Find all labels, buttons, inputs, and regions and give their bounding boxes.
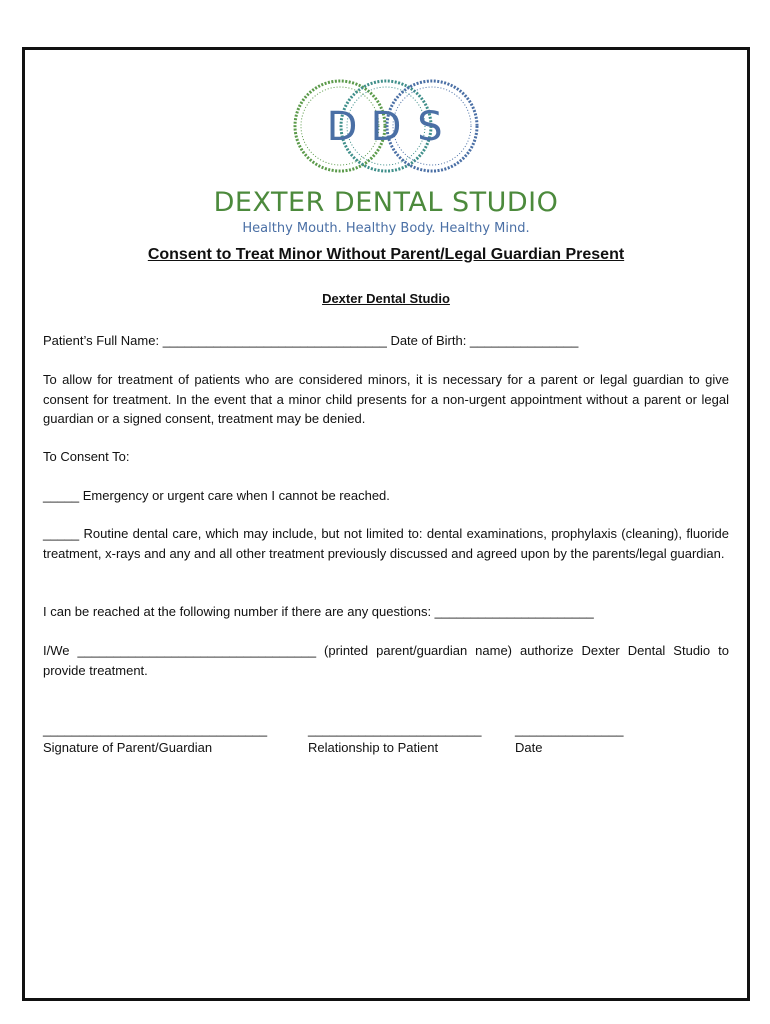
relationship-label: Relationship to Patient [308,740,439,755]
patient-name-dob-line: Patient’s Full Name: _______________________________ Date of Birth: _______________ [43,333,579,348]
logo-tagline: Healthy Mouth. Healthy Body. Healthy Mind. [242,221,530,236]
date-label: Date [515,740,543,755]
logo-practice-name: DEXTER DENTAL STUDIO [213,187,559,218]
dds-rings-logo-icon [285,70,487,182]
form-title: Consent to Treat Minor Without Parent/Legal Guardian Present [147,246,625,263]
date-line: _______________ [515,722,624,737]
phone-number-line: I can be reached at the following number if there are any questions: ______________________ [43,604,594,619]
consent-heading: To Consent To: [43,449,130,464]
signature-parent-line: _______________________________ [43,722,268,737]
logo-letter-s: S [417,104,443,150]
option-emergency-care: _____ Emergency or urgent care when I cannot be reached. [43,488,390,503]
authorization-line: I/We _________________________________ (printed parent/guardian name) authorize Dexter Dental Studio to provide treatment. [43,643,729,678]
form-subtitle: Dexter Dental Studio [322,291,450,306]
relationship-line: ________________________ [308,722,482,737]
practice-logo [25,70,747,240]
signature-parent-label: Signature of Parent/Guardian [43,740,213,755]
intro-paragraph: To allow for treatment of patients who are considered minors, it is necessary for a parent or legal guardian to give consent for treatment. In the event that a minor child presents for a non-urgent appointment without a parent or legal guardian or a signed consent, treatment may be denied. [43,372,729,427]
logo-letter-d1: D [326,104,358,150]
logo-letter-d2: D [370,104,402,150]
option-routine-care: _____ Routine dental care, which may include, but not limited to: dental examinations, prophylaxis (cleaning), fluoride treatment, x-rays and any and all other treatment previously discussed and agreed upon by the parents/legal guardian. [43,526,729,561]
document-page [22,47,750,1001]
